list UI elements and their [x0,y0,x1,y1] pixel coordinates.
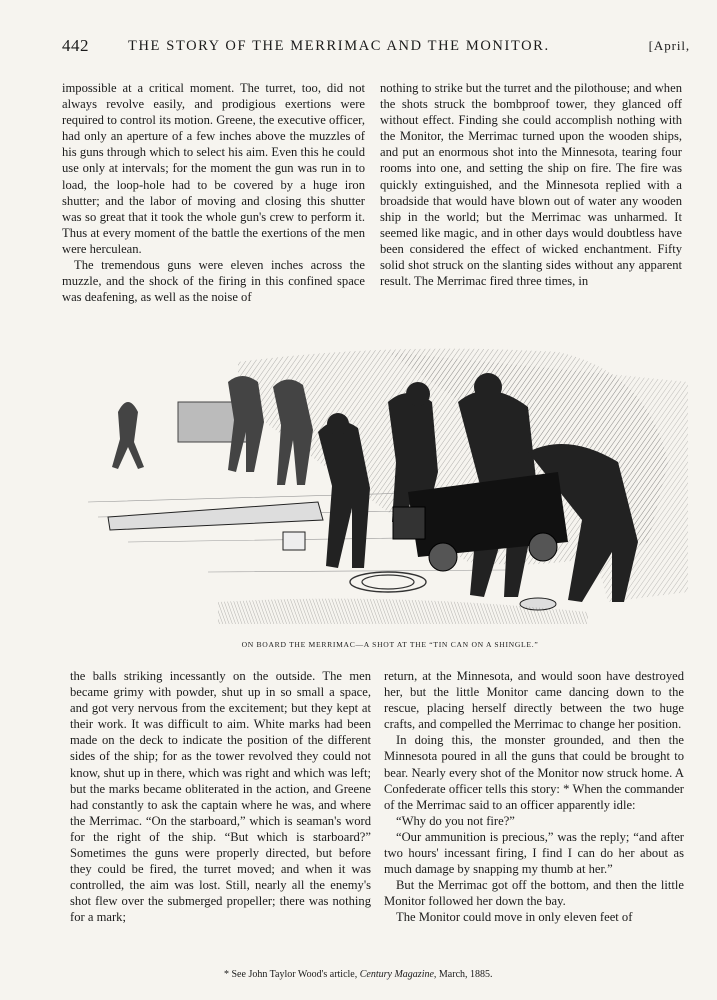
paragraph: nothing to strike but the turret and the pilothouse; and when the shots struck the bombproof tower, they glanced off without effect. Finding she could accomplish nothing with the Monitor, the Merrimac turned upon the wooden ships, and put an enormous shot into the Minnesota, tearing four rooms into one, and setting the ship on fire. The fire was quickly extinguished, and the Minnesota replied with a broadside that would have blown out of water any wooden ship in the world; but the Merrimac was unharmed. It seemed like magic, and in other days would doubtless have been considered the effect of wicked enchantment. Fifty solid shot struck on the slanting sides without any apparent result. The Merrimac fired three times, in [380,81,682,289]
bottom-left-column [70,668,371,926]
paragraph: The tremendous guns were eleven inches across the muzzle, and the shock of the firing in this confined space was deafening, as well as the noise of [62,258,365,305]
footnote-suffix: , March, 1885. [433,969,493,980]
top-right-column [380,80,682,289]
engraving-illustration [88,342,692,624]
footnote [224,969,493,980]
running-month: [April, [648,38,690,53]
paragraph: The Monitor could move in only eleven feet of [396,910,633,925]
paragraph: “Why do you not fire?” [396,813,515,828]
gun-deck-engraving [88,342,692,624]
paragraph: impossible at a critical moment. The turret, too, did not always revolve easily, and prodigious exertions were required to control its motion. Greene, the executive officer, had only an aperture of a few inches above the muzzles of his guns through which to select his aim. Even this he could use only at intervals; for the moment the gun was run in to load, the loop-hole had to be covered by a huge iron shutter; and the labor of moving and closing this shutter was so great that it took the whole gun's crew to perform it. Thus at every moment of the battle the exertions of the men were herculean. [62,81,365,256]
bottom-right-column [384,668,684,926]
paragraph: But the Merrimac got off the bottom, and then the little Monitor followed her down the bay. [384,878,684,909]
paragraph: return, at the Minnesota, and would soon have destroyed her, but the little Monitor came dancing down to the rescue, placing herself directly between the two huge crafts, and compelled the Merrimac to change her position. [384,669,684,732]
running-title: THE STORY OF THE MERRIMAC AND THE MONITOR. [128,38,550,54]
footnote-prefix: * See John Taylor Wood's article, [224,969,360,980]
figure-caption: ON BOARD THE MERRIMAC—A SHOT AT THE “TIN CAN ON A SHINGLE.” [241,640,539,649]
top-left-column [62,80,365,305]
paragraph: “Our ammunition is precious,” was the reply; “and after two hours' incessant firing, I find I can do her about as much damage by snapping my thumb at her.” [384,829,684,877]
running-header [62,36,690,58]
paragraph: In doing this, the monster grounded, and then the Minnesota poured in all the guns that could be brought to bear. Nearly every shot of the Monitor now struck home. A Confederate officer tells this story: * When the commander of the Merrimac said to an officer apparently idle: [384,733,684,812]
paragraph: the balls striking incessantly on the outside. The men became grimy with powder, shut up in so small a space, and got very nervous from the excitement; but they kept at their work. It was difficult to aim. White marks had been made on the deck to indicate the position of the different sides of the ship; for as the tower revolved they could not know, shut up in there, which was right and which was left; but the marks became obliterated in the action, and Greene had constantly to ask the captain where he was, and where the Merrimac. “On the starboard,” which is seaman's word for the right of the ship. “But which is starboard?” Sometimes the guns were properly directed, but before they could be fired, the turret moved; and when it was controlled, the aim was lost. Still, nearly all the enemy's shot flew over the submerged propeller; there was nothing for a mark; [70,669,371,925]
footnote-publication: Century Magazine [359,969,434,980]
page-number: 442 [62,36,89,55]
